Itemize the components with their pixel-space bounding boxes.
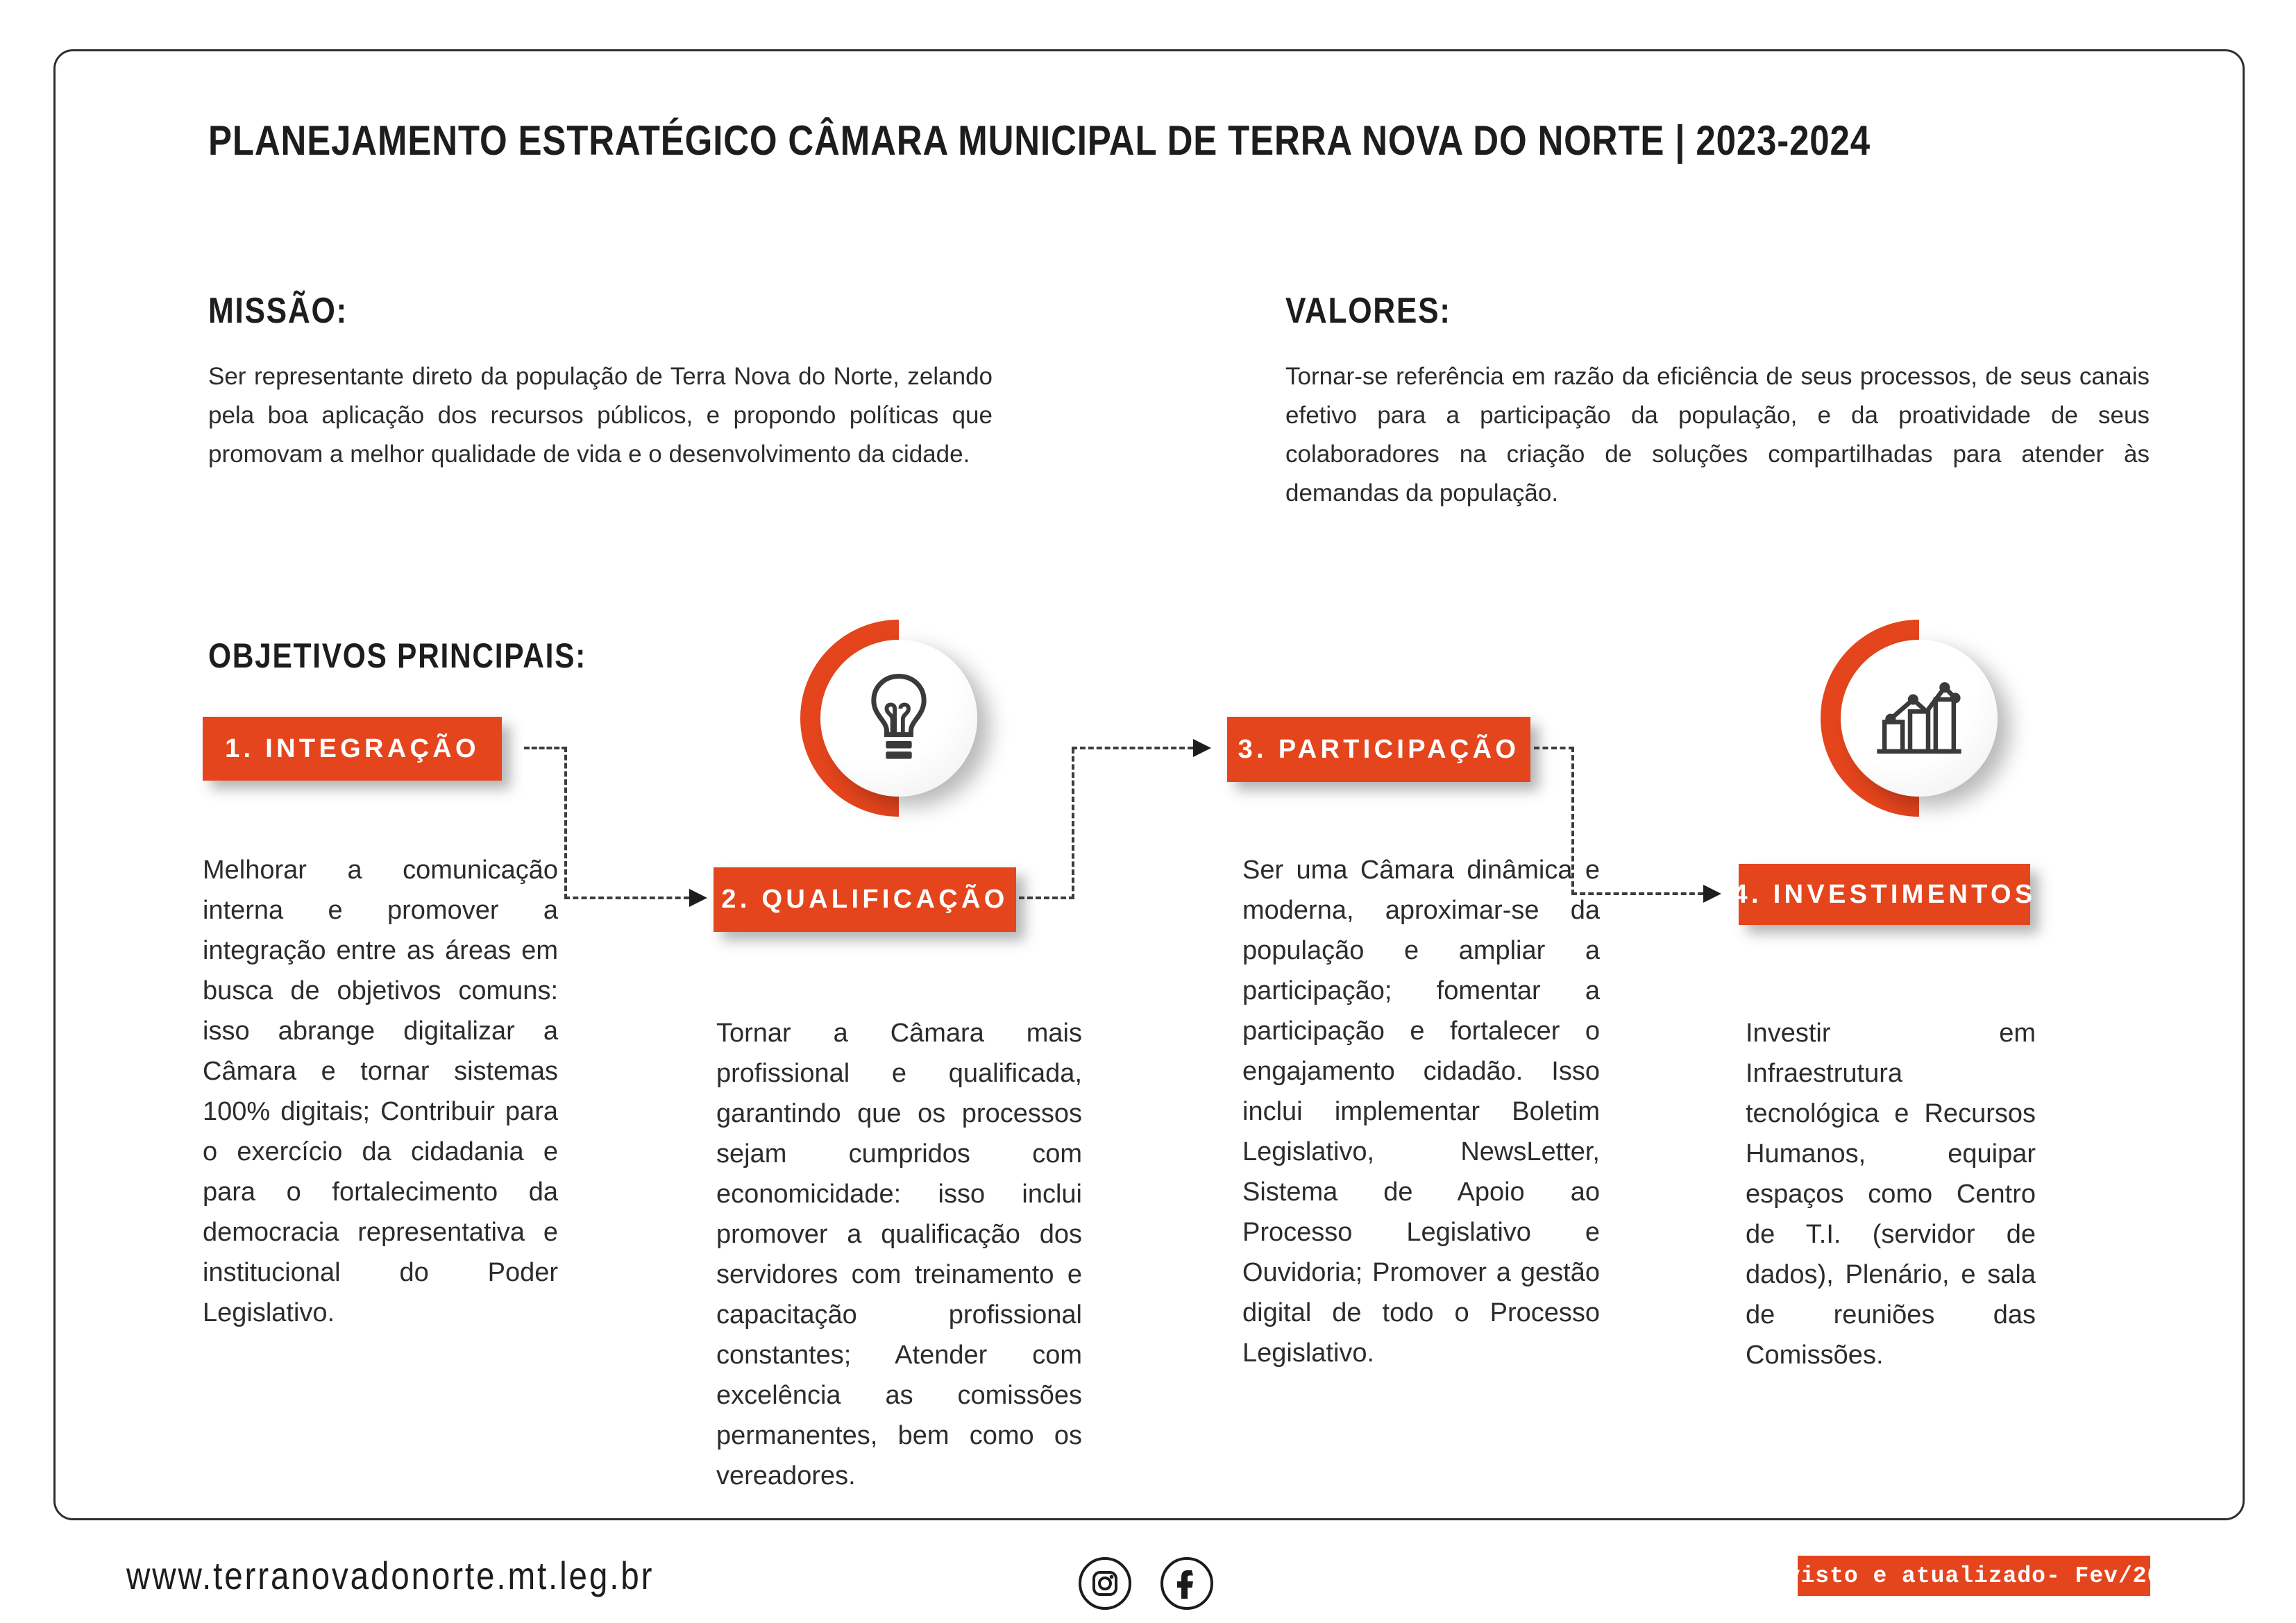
connector-1-2 [524,747,567,749]
step-label: 1. INTEGRAÇÃO [225,733,480,763]
page-title: PLANEJAMENTO ESTRATÉGICO CÂMARA MUNICIPAL DE TERRA NOVA DO NORTE | 2023-2024 [208,117,1871,164]
website-link[interactable]: www.terranovadonorte.mt.leg.br [126,1554,655,1597]
step-label: 3. PARTICIPAÇÃO [1238,734,1520,764]
objectives-heading: OBJETIVOS PRINCIPAIS: [208,636,586,675]
values-text: Tornar-se referência em razão da eficiência de seus processos, de seus canais efetivo para a participação da população, e da proatividade de seus colaboradores na criação de soluções compartilhadas para atender às demandas da população. [1285,363,2150,507]
arrow-right-icon [1193,739,1211,757]
connector-2-3 [1072,748,1074,899]
connector-2-3 [1019,897,1074,899]
instagram-icon[interactable] [1077,1556,1133,1611]
icon-disc [1841,640,1998,797]
mission-heading: MISSÃO: [208,291,348,331]
icon-disc [820,640,977,797]
objective-text-investimentos: Investir em Infraestrutura tecnológica e Recursos Humanos, equipar espaços como Centro de T.I. (servidor de dados), Plenário, e sala de reuniões das Comissões. [1746,1019,2036,1370]
growth-chart-icon [1874,675,1964,762]
step-banner-qualificacao [714,867,1016,932]
connector-3-4 [1571,892,1703,895]
objective-text-participacao: Ser uma Câmara dinâmica e moderna, aproximar-se da população e ampliar a participação; fomentar a participação e fortalecer o engajamento cidadão. Isso inclui implementar Boletim Legislativo, NewsLetter, Sistema de Apoio ao Processo Legislativo e Ouvidoria; Promover a gestão digital de todo o Processo Legislativo. [1242,856,1600,1368]
mission-text: Ser representante direto da população de Terra Nova do Norte, zelando pela boa aplicação dos recursos públicos, e propondo políticas que promovam a melhor qualidade de vida e o desenvolvimento da cidade. [208,363,993,468]
lightbulb-icon [857,668,940,769]
facebook-icon[interactable] [1159,1556,1215,1611]
connector-3-4 [1534,747,1574,749]
connector-3-4 [1571,747,1574,895]
idea-badge [800,620,997,817]
revision-badge-label: Revisto e atualizado- Fev/2024 [1757,1563,2191,1589]
connector-1-2 [564,747,567,899]
objective-text-qualificacao: Tornar a Câmara mais profissional e qualificada, garantindo que os processos sejam cumpridos com economicidade: isso inclui promover a qualificação dos servidores com treinamento e capacitação profissional constantes; Atender com excelência as comissões permanentes, bem como os vereadores. [716,1019,1082,1490]
step-banner-participacao [1227,717,1530,782]
step-label: 2. QUALIFICAÇÃO [721,885,1008,914]
growth-badge [1821,620,2018,817]
revision-badge [1757,1556,2191,1596]
step-banner-integracao [203,717,502,781]
arrow-right-icon [689,889,707,907]
connector-2-3 [1072,747,1193,749]
step-label: 4. INVESTIMENTOS [1732,879,2036,909]
objective-text-integracao: Melhorar a comunicação interna e promover a integração entre as áreas em busca de objetivos comuns: isso abrange digitalizar a Câmara e tornar sistemas 100% digitais; Contribuir para o exercício da cidadania e para o fortalecimento da democracia representativa e institucional do Poder Legislativo. [203,856,558,1327]
arrow-right-icon [1703,885,1721,903]
step-banner-investimentos [1732,864,2036,925]
values-heading: VALORES: [1285,291,1451,331]
connector-1-2 [564,897,689,899]
